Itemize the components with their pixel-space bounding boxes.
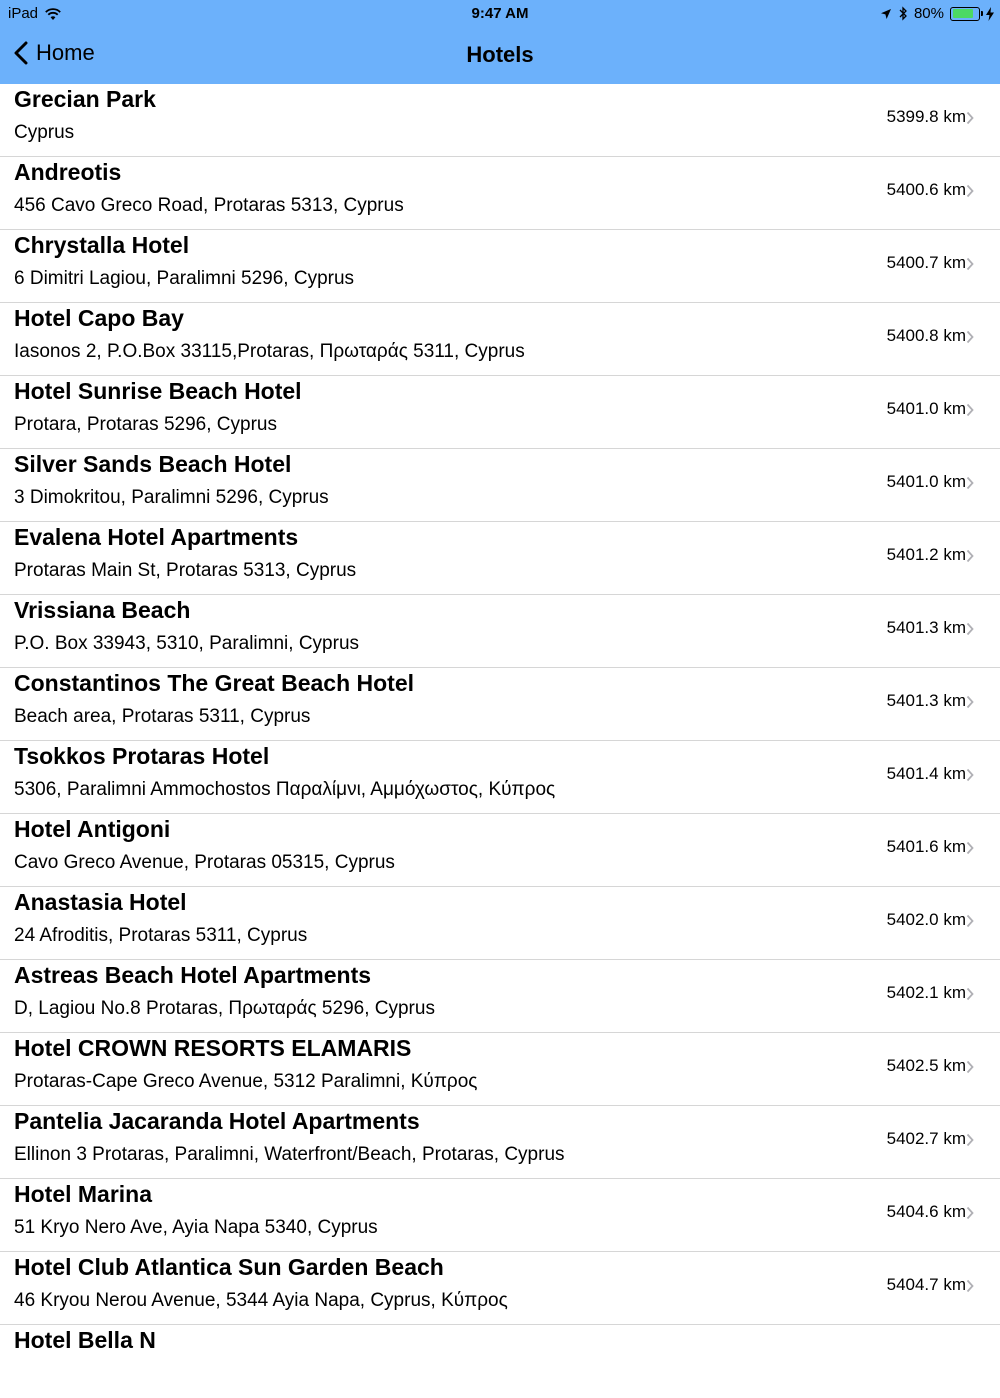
- hotel-name: Constantinos The Great Beach Hotel: [14, 670, 415, 696]
- hotel-name: Evalena Hotel Apartments: [14, 524, 299, 550]
- hotel-row[interactable]: [0, 741, 1000, 814]
- hotel-address: Protara, Protaras 5296, Cyprus: [14, 414, 277, 435]
- chevron-right-icon: [966, 768, 974, 782]
- hotel-row[interactable]: [0, 1325, 1000, 1398]
- chevron-right-icon: [966, 1279, 974, 1293]
- hotel-row[interactable]: [0, 522, 1000, 595]
- hotel-address: Iasonos 2, P.O.Box 33115,Protaras, Πρωταράς 5311, Cyprus: [14, 341, 525, 362]
- hotel-distance: 5402.5 km: [886, 1056, 966, 1075]
- hotel-name: Vrissiana Beach: [14, 597, 191, 623]
- back-label: Home: [36, 40, 95, 65]
- hotel-row[interactable]: [0, 449, 1000, 522]
- hotel-name: Chrystalla Hotel: [14, 232, 190, 258]
- chevron-right-icon: [966, 914, 974, 928]
- location-arrow-icon: [880, 8, 892, 20]
- hotel-name: Astreas Beach Hotel Apartments: [14, 962, 372, 988]
- hotel-distance: 5400.8 km: [886, 326, 966, 345]
- hotel-name: Hotel Capo Bay: [14, 305, 184, 331]
- hotel-distance: 5401.0 km: [886, 399, 966, 418]
- battery-icon: [950, 7, 980, 21]
- chevron-right-icon: [966, 987, 974, 1001]
- hotel-distance: 5404.6 km: [886, 1202, 966, 1221]
- hotel-list: [0, 84, 1000, 1398]
- hotel-distance: 5402.1 km: [886, 983, 966, 1002]
- bluetooth-icon: [898, 6, 908, 21]
- hotel-name: Andreotis: [14, 159, 122, 185]
- hotel-row[interactable]: [0, 376, 1000, 449]
- hotel-name: Silver Sands Beach Hotel: [14, 451, 292, 477]
- hotel-distance: 5401.6 km: [886, 837, 966, 856]
- hotel-address: Cyprus: [14, 122, 75, 143]
- hotel-distance: 5402.7 km: [886, 1129, 966, 1148]
- hotel-address: 3 Dimokritou, Paralimni 5296, Cyprus: [14, 487, 329, 508]
- hotel-name: Hotel Marina: [14, 1181, 153, 1207]
- hotel-row[interactable]: [0, 1106, 1000, 1179]
- hotel-row[interactable]: [0, 1179, 1000, 1252]
- chevron-right-icon: [966, 1060, 974, 1074]
- hotel-name: Hotel Bella N: [14, 1327, 156, 1353]
- hotel-name: Tsokkos Protaras Hotel: [14, 743, 270, 769]
- chevron-right-icon: [966, 330, 974, 344]
- hotel-address: Protaras Main St, Protaras 5313, Cyprus: [14, 560, 357, 581]
- hotel-name: Anastasia Hotel: [14, 889, 187, 915]
- chevron-right-icon: [966, 1206, 974, 1220]
- chevron-right-icon: [966, 549, 974, 563]
- chevron-right-icon: [966, 695, 974, 709]
- chevron-right-icon: [966, 841, 974, 855]
- hotel-row[interactable]: [0, 1033, 1000, 1106]
- hotel-name: Grecian Park: [14, 86, 156, 112]
- hotel-address: 5306, Paralimni Ammochostos Παραλίμνι, Αμμόχωστος, Κύπρος: [14, 779, 556, 800]
- hotel-address: D, Lagiou No.8 Protaras, Πρωταράς 5296, Cyprus: [14, 998, 435, 1019]
- hotel-row[interactable]: [0, 960, 1000, 1033]
- hotel-distance: 5401.3 km: [886, 691, 966, 710]
- hotel-row[interactable]: [0, 303, 1000, 376]
- hotel-distance: 5399.8 km: [886, 107, 966, 126]
- hotel-name: Hotel CROWN RESORTS ELAMARIS: [14, 1035, 412, 1061]
- hotel-address: 24 Afroditis, Protaras 5311, Cyprus: [14, 925, 308, 946]
- hotel-name: Hotel Sunrise Beach Hotel: [14, 378, 302, 404]
- device-label: iPad: [8, 5, 39, 22]
- hotel-distance: 5401.0 km: [886, 472, 966, 491]
- chevron-right-icon: [966, 476, 974, 490]
- chevron-right-icon: [966, 111, 974, 125]
- hotel-address: 51 Kryo Nero Ave, Ayia Napa 5340, Cyprus: [14, 1217, 378, 1238]
- hotel-name: Pantelia Jacaranda Hotel Apartments: [14, 1108, 420, 1134]
- hotel-row[interactable]: [0, 157, 1000, 230]
- chevron-right-icon: [966, 184, 974, 198]
- hotel-distance: 5400.7 km: [886, 253, 966, 272]
- hotel-row[interactable]: [0, 668, 1000, 741]
- hotel-address: 46 Kryou Nerou Avenue, 5344 Ayia Napa, Cyprus, Κύπρος: [14, 1290, 508, 1311]
- hotel-name: Hotel Club Atlantica Sun Garden Beach: [14, 1254, 444, 1280]
- chevron-right-icon: [966, 257, 974, 271]
- hotel-distance: 5401.2 km: [886, 545, 966, 564]
- hotel-distance: 5401.4 km: [886, 764, 966, 783]
- chevron-right-icon: [966, 1133, 974, 1147]
- hotel-address: Protaras-Cape Greco Avenue, 5312 Paralimni, Κύπρος: [14, 1071, 478, 1092]
- battery-percent: 80%: [913, 5, 944, 22]
- page-title: Hotels: [466, 42, 534, 67]
- hotel-address: Cavo Greco Avenue, Protaras 05315, Cyprus: [14, 852, 395, 873]
- nav-bar: [0, 28, 1000, 84]
- hotel-address: Beach area, Protaras 5311, Cyprus: [14, 706, 311, 727]
- hotel-row[interactable]: [0, 84, 1000, 157]
- chevron-right-icon: [966, 622, 974, 636]
- hotel-address: 6 Dimitri Lagiou, Paralimni 5296, Cyprus: [14, 268, 355, 289]
- hotel-row[interactable]: [0, 230, 1000, 303]
- hotel-row[interactable]: [0, 1252, 1000, 1325]
- hotel-distance: 5400.6 km: [886, 180, 966, 199]
- charging-icon: [986, 7, 994, 21]
- hotel-distance: 5404.7 km: [886, 1275, 966, 1294]
- hotel-distance: 5402.0 km: [886, 910, 966, 929]
- status-bar: [0, 0, 1000, 28]
- hotel-distance: 5401.3 km: [886, 618, 966, 637]
- battery-fill: [953, 9, 973, 18]
- hotel-name: Hotel Antigoni: [14, 816, 171, 842]
- hotel-row[interactable]: [0, 595, 1000, 668]
- hotel-address: Ellinon 3 Protaras, Paralimni, Waterfront/Beach, Protaras, Cyprus: [14, 1144, 565, 1165]
- hotel-address: 456 Cavo Greco Road, Protaras 5313, Cyprus: [14, 195, 404, 216]
- hotel-row[interactable]: [0, 814, 1000, 887]
- hotel-address: P.O. Box 33943, 5310, Paralimni, Cyprus: [14, 633, 360, 654]
- chevron-right-icon: [966, 403, 974, 417]
- hotel-row[interactable]: [0, 887, 1000, 960]
- status-right: [880, 5, 994, 22]
- status-time: 9:47 AM: [471, 5, 529, 22]
